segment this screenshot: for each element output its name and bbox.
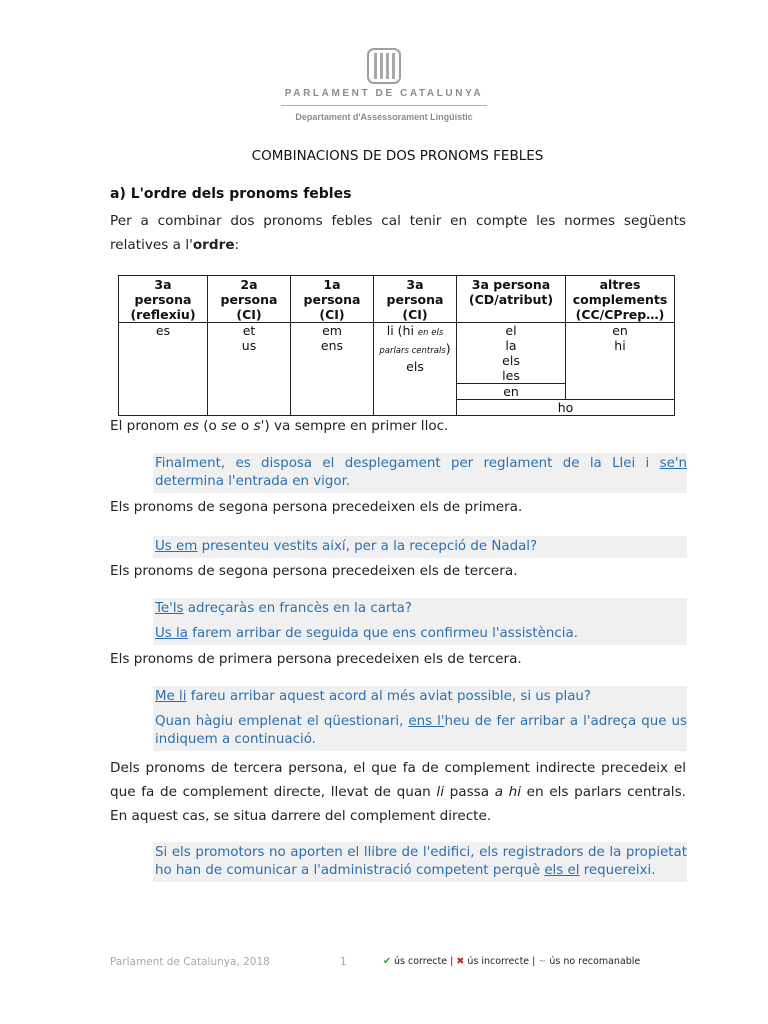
section-heading: a) L'ordre dels pronoms febles [110, 186, 352, 202]
check-icon: ✔ [383, 956, 391, 967]
rule-1: El pronom es (o se o s') va sempre en primer lloc. [110, 418, 449, 434]
example-sentence: Quan hàgiu emplenat el qüestionari, ens l'heu de fer arribar a l'adreça que us indiquem a continuació. [155, 714, 687, 747]
institution-name: PARLAMENT DE CATALUNYA [284, 88, 484, 99]
table-cell-third-person-ci: li (hi en els parlars centrals) els [374, 323, 457, 416]
rule-3: Els pronoms de segona persona precedeixen els de tercera. [110, 563, 518, 579]
table-header-cell: 3a persona (CD/atribut) [457, 276, 566, 323]
example-sentence: Us la farem arribar de seguida que ens confirmeu l'assistència. [155, 626, 578, 641]
table-cell-en: en [457, 384, 566, 400]
example-sentence: Finalment, es disposa el desplegament per reglament de la Llei i se'n determina l'entrada en vigor. [155, 456, 687, 489]
table-header-cell: altres complements (CC/CPrep…) [566, 276, 675, 323]
table-header-cell: 3a persona (reflexiu) [119, 276, 208, 323]
pronoun-order-table [118, 275, 675, 416]
header-logo [0, 48, 768, 122]
usage-legend: ✔ ús correcte | ✖ ús incorrecte | ~ ús no recomanable [383, 956, 641, 967]
department-name: Departament d'Assessorament Lingüístic [295, 112, 473, 122]
example-sentence: Me li fareu arribar aquest acord al més aviat possible, si us plau? [155, 689, 592, 704]
example-block [153, 842, 687, 882]
table-cell-reflexive: es [119, 323, 208, 416]
cross-icon: ✖ [456, 956, 465, 967]
tilde-icon: ~ [538, 956, 547, 967]
parliament-emblem-icon [367, 48, 401, 84]
footer-source: Parlament de Catalunya, 2018 [110, 956, 270, 968]
table-header-cell: 3a persona (CI) [374, 276, 457, 323]
table-cell-first-person: em ens [291, 323, 374, 416]
document-title: COMBINACIONS DE DOS PRONOMS FEBLES [251, 148, 544, 164]
example-sentence: Te'ls adreçaràs en francès en la carta? [155, 601, 412, 616]
example-block [153, 598, 687, 645]
page-number: 1 [340, 956, 347, 968]
table-cell-ho: ho [457, 400, 675, 416]
table-cell-other-complements: en hi [566, 323, 675, 400]
rule-5: Dels pronoms de tercera persona, el que fa de complement indirecte precedeix el que fa de complement directe, llevat de quan li passa a hi en els parlars centrals. En aquest cas, se situa darrere del complement directe. [110, 760, 686, 824]
rule-4: Els pronoms de primera persona precedeixen els de tercera. [110, 651, 522, 667]
example-block [153, 536, 687, 558]
intro-paragraph: Per a combinar dos pronoms febles cal tenir en compte les normes següents relatives a l'ordre: [110, 213, 686, 253]
example-block [153, 686, 687, 751]
table-cell-second-person: et us [208, 323, 291, 416]
header-divider [281, 105, 487, 106]
table-header-cell: 2a persona (CI) [208, 276, 291, 323]
example-block [153, 453, 687, 493]
table-header-cell: 1a persona (CI) [291, 276, 374, 323]
rule-2: Els pronoms de segona persona precedeixen els de primera. [110, 499, 523, 515]
example-sentence: Si els promotors no aporten el llibre de l'edifici, els registradors de la propietat ho han de comunicar a l'administració competent perquè els el requereixi. [155, 845, 687, 878]
table-cell-third-person-cd: el la els les [457, 323, 566, 384]
example-sentence: Us em presenteu vestits així, per a la recepció de Nadal? [155, 539, 538, 554]
